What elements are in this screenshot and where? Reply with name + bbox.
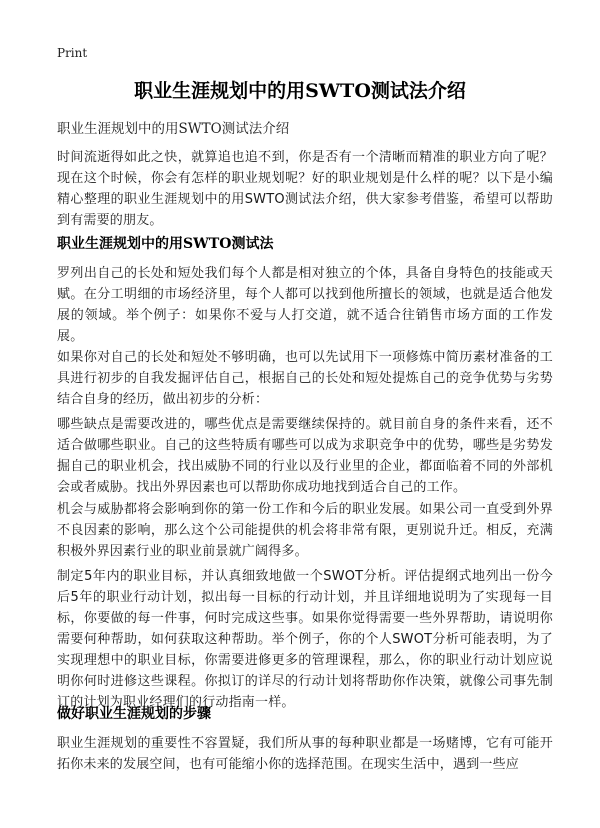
article-subtitle: 职业生涯规划中的用SWTO测试法介绍 [57,121,290,137]
paragraph: 机会与威胁都将会影响到你的第一份工作和今后的职业发展。如果公司一直受到外界不良因素的影响，那么这个公司能提供的机会将非常有限，更别说升迁。相反，充满积极外界因素行业的职业前景就广阔得多。 [57,502,553,559]
paragraph: 职业生涯规划的重要性不容置疑，我们所从事的每种职业都是一场赌博，它有可能开拓你未来的发展空间，也有可能缩小你的选择范围。在现实生活中，遇到一些应 [57,736,553,772]
paragraph: 罗列出自己的长处和短处我们每个人都是相对独立的个体，具备自身特色的技能或天赋。在分工明细的市场经济里，每个人都可以找到他所擅长的领域，也就是适合他发展的领域。举个例子：如果你不爱与人打交道，就不适合往销售市场方面的工作发展。 [57,266,553,344]
section-heading-swto: 职业生涯规划中的用SWTO测试法 [57,236,274,252]
section-heading-steps: 做好职业生涯规划的步骤 [57,706,211,722]
page-title: 职业生涯规划中的用SWTO测试法介绍 [134,80,466,102]
paragraph: 制定5年内的职业目标，并认真细致地做一个SWOT分析。评估提纲式地列出一份今后5年的职业行动计划，拟出每一目标的行动计划，并且详细地说明为了实现每一目标，你要做的每一件事，何时完成这些事。如果你觉得需要一些外界帮助，请说明你需要何种帮助，如何获取这种帮助。举个例子，你的个人SWOT分析可能表明，为了实现理想中的职业目标，你需要进修更多的管理课程，那么，你的职业行动计划应说明你何时进修这些课程。你拟订的详尽的行动计划将帮助你作决策，就像公司事先制订的计划为职业经理们的行动指南一样。 [57,569,553,710]
print-link[interactable]: Print [57,46,88,60]
intro-paragraph: 时间流逝得如此之快，就算追也追不到，你是否有一个清晰而精准的职业方向了呢？现在这个时候，你会有怎样的职业规划呢？好的职业规划是什么样的呢？以下是小编精心整理的职业生涯规划中的用SWTO测试法介绍，供大家参考借鉴，希望可以帮助到有需要的朋友。 [57,150,553,228]
paragraph: 如果你对自己的长处和短处不够明确，也可以先试用下一项修炼中简历素材准备的工具进行初步的自我发掘评估自己，根据自己的长处和短处提炼自己的竞争优势与劣势结合自身的经历，做出初步的分析： [57,350,553,407]
paragraph: 哪些缺点是需要改进的，哪些优点是需要继续保持的。就目前自身的条件来看，还不适合做哪些职业。自己的这些特质有哪些可以成为求职竞争中的优势，哪些是劣势发掘自己的职业机会，找出威胁不同的行业以及行业里的企业，都面临着不同的外部机会或者威胁。找出外界因素也可以帮助你成功地找到适合自己的工作。 [57,417,553,495]
